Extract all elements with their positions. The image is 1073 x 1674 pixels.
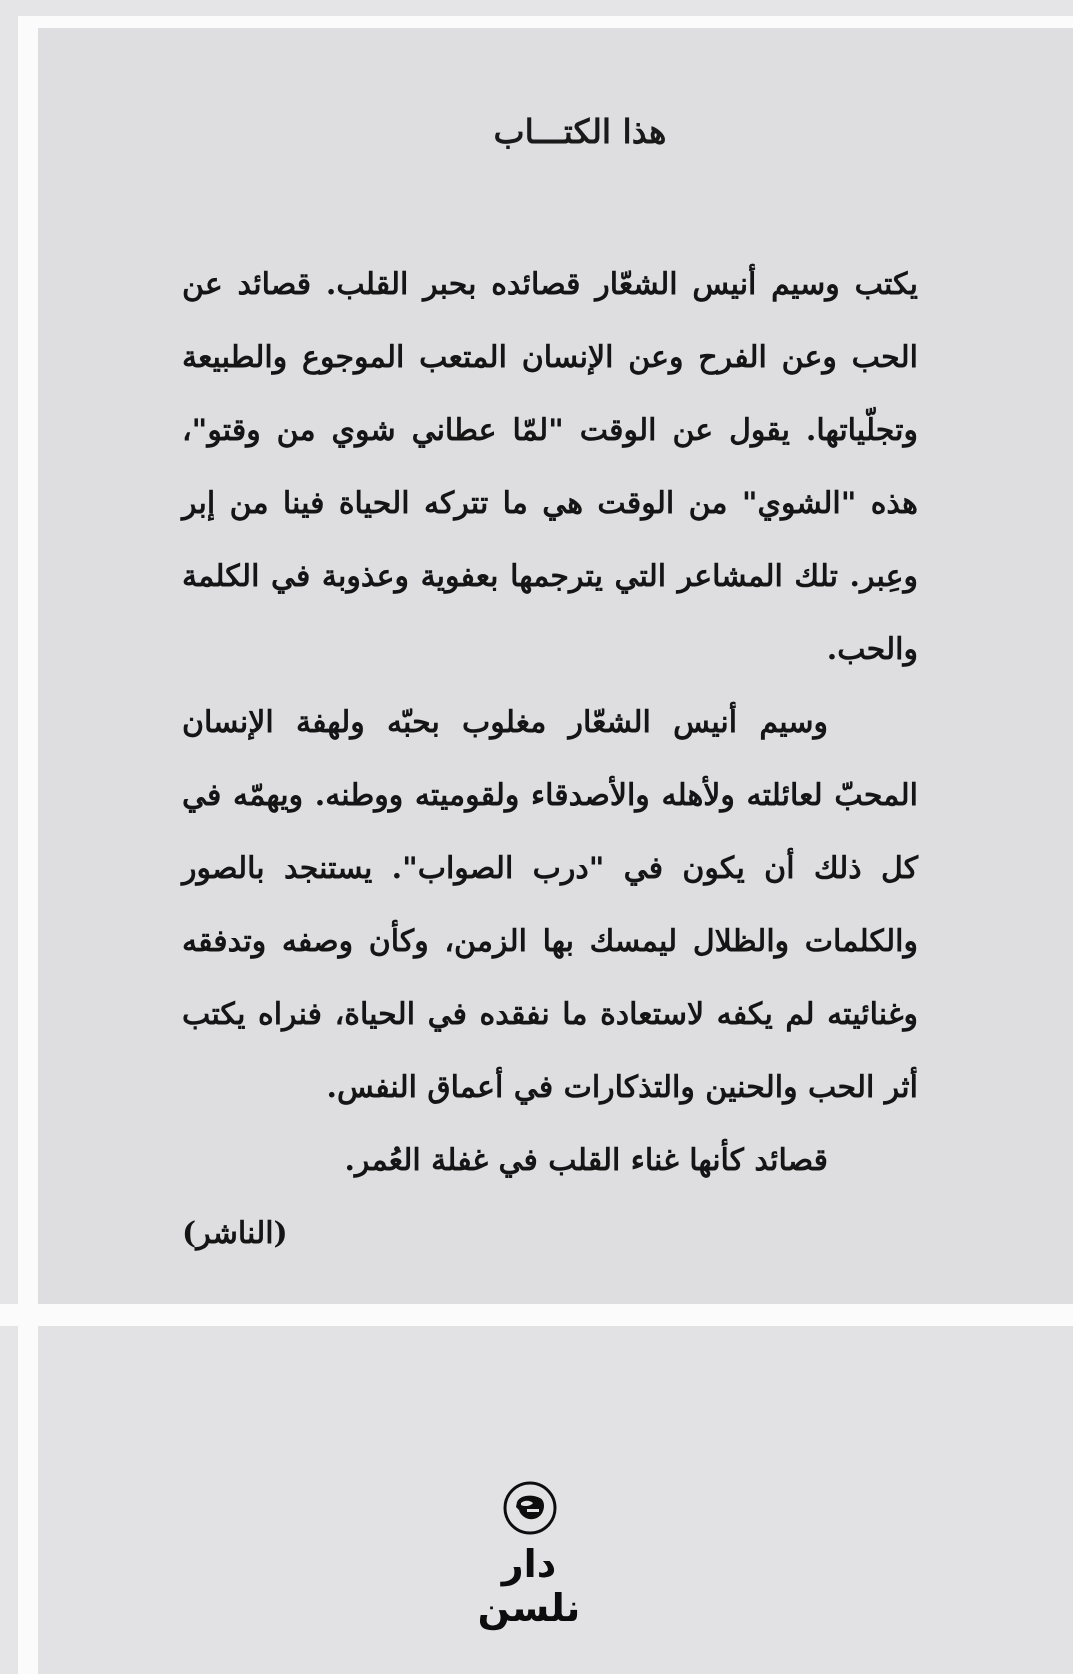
publisher-signature: (الناشر) (182, 1216, 288, 1251)
blurb-paragraph-2: وسيم أنيس الشعّار مغلوب بحبّه ولهفة الإنسان المحبّ لعائلته ولأهله والأصدقاء ولقوميته ووطنه. ويهمّه في كل ذلك أن يكون في "درب الصواب". يستنجد بالصور والكلمات والظلال ليمسك بها الزمن، وكأن وصفه وتدفقه وغنائيته لم يكفه لاستعادة ما نفقده في الحياة، فنراه يكتب أثر الحب والحنين والتذكارات في أعماق النفس. (182, 705, 918, 1105)
frame-line-middle (0, 1304, 1073, 1326)
publisher-name: دار نلسن (477, 1542, 581, 1630)
page-title: هذا الكتـــاب (493, 112, 667, 151)
publisher-logo (459, 1480, 599, 1640)
blurb-paragraph-3: قصائد كأنها غناء القلب في غفلة العُمر. (344, 1143, 828, 1178)
publisher-emblem-icon (502, 1480, 558, 1536)
frame-line-top (18, 16, 1073, 28)
frame-line-left (18, 16, 38, 1674)
blurb-paragraph-1: يكتب وسيم أنيس الشعّار قصائده بحبر القلب. قصائد عن الحب وعن الفرح وعن الإنسان المتعب الموجوع والطبيعة وتجلّياتها. يقول عن الوقت "لمّا عطاني شوي من وقتو"، هذه "الشوي" من الوقت هي ما تتركه الحياة فينا من إبر وعِبر. تلك المشاعر التي يترجمها بعفوية وعذوبة في الكلمة والحب. (182, 267, 918, 667)
blurb-text (182, 248, 918, 1270)
